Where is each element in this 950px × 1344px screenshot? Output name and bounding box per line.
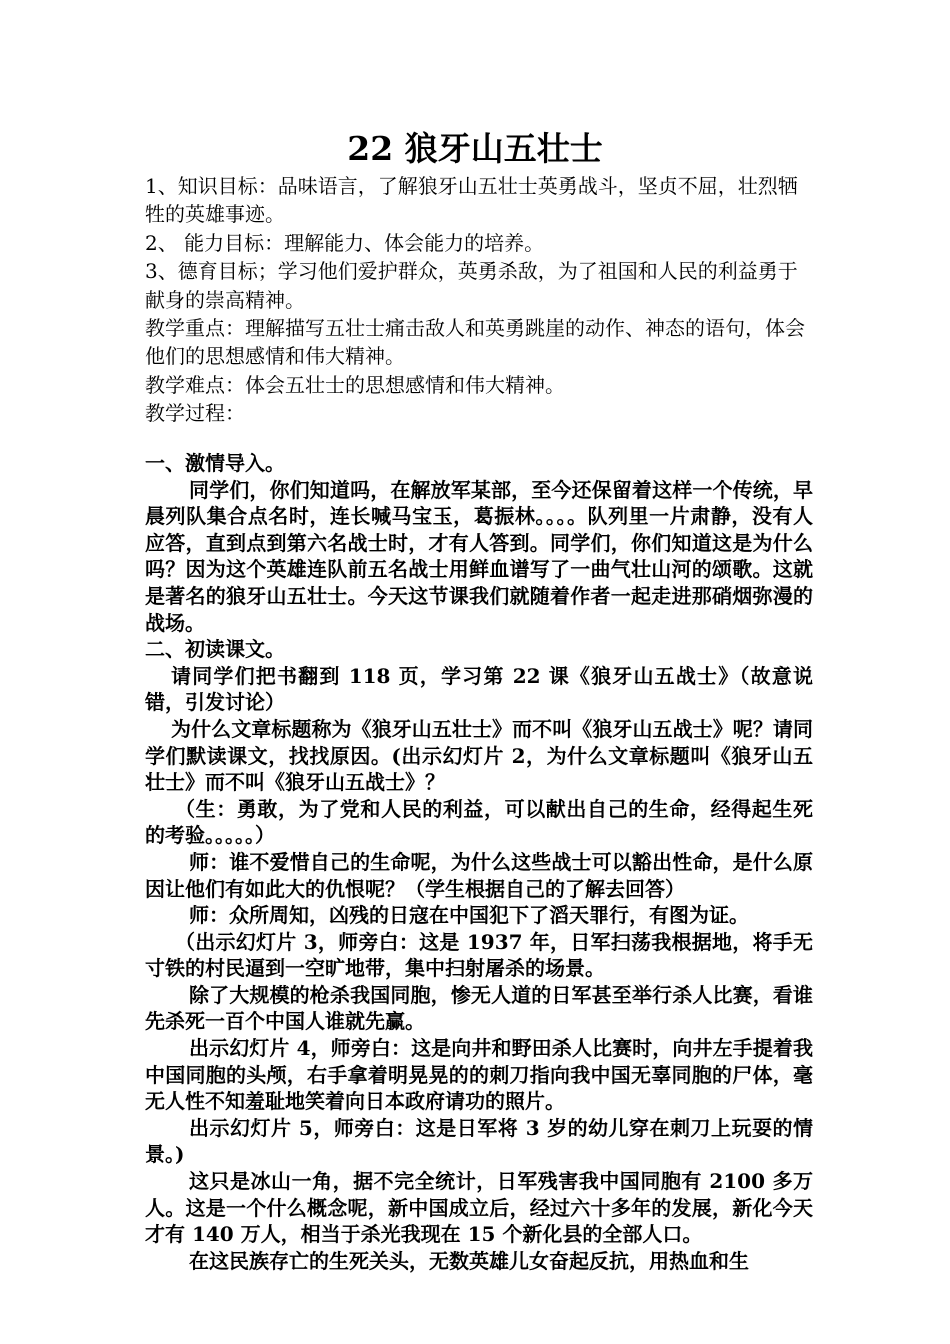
objectives-block — [145, 172, 813, 428]
teaching-difficulty: 教学难点：体会五壮士的思想感情和伟大精神。 — [145, 372, 565, 397]
paragraph: 除了大规模的枪杀我国同胞，惨无人道的日军甚至举行杀人比赛，看谁先杀死一百个中国人谁就先赢。 — [145, 982, 813, 1034]
paragraph: 同学们，你们知道吗，在解放军某部，至今还保留着这样一个传统，早晨列队集合点名时，连长喊马宝玉，葛振林。。。。队列里一片肃静，没有人应答，直到点到第六名战士时，才有人答到。同学们，你们知道这是为什么吗？因为这个英雄连队前五名战士用鲜血谱写了一曲气壮山河的颂歌。这就是著名的狼牙山五壮士。今天这节课我们就随着作者一起走进那硝烟弥漫的战场。 — [145, 477, 813, 635]
lesson-body — [145, 450, 813, 1274]
paragraph: 师：谁不爱惜自己的生命呢，为什么这些战士可以豁出性命，是什么原因让他们有如此大的仇恨呢？（学生根据自己的了解去回答） — [145, 849, 813, 901]
document-title: 22 狼牙山五壮士 — [347, 129, 603, 168]
paragraph: 师：众所周知，凶残的日寇在中国犯下了滔天罪行，有图为证。 — [189, 903, 749, 928]
section-heading-intro: 一、激情导入。 — [145, 451, 285, 475]
paragraph: 在这民族存亡的生死关头，无数英雄儿女奋起反抗，用热血和生 — [189, 1248, 749, 1273]
paragraph: 这只是冰山一角，据不完全统计，日军残害我中国同胞有 2100 多万人。这是一个什么概念呢，新中国成立后，经过六十多年的发展，新化今天才有 140 万人，相当于杀光我现在 15 个新化县的全部人口。 — [145, 1169, 813, 1247]
knowledge-objective: 1、知识目标：品味语言，了解狼牙山五壮士英勇战斗，坚贞不屈，壮烈牺牲的英雄事迹。 — [145, 174, 798, 227]
paragraph: 出示幻灯片 4，师旁白：这是向井和野田杀人比赛时，向井左手提着我中国同胞的头颅，右手拿着明晃晃的的刺刀指向我中国无辜同胞的尸体，毫无人性不知羞耻地笑着向日本政府请功的照片。 — [145, 1036, 813, 1114]
paragraph: （生：勇敢，为了党和人民的利益，可以献出自己的生命，经得起生死的考验。。。。。） — [145, 796, 813, 848]
paragraph: 为什么文章标题称为《狼牙山五壮士》而不叫《狼牙山五战士》呢？请同学们默读课文，找找原因。(出示幻灯片 2，为什么文章标题叫《狼牙山五壮士》而不叫《狼牙山五战士》？ — [145, 716, 813, 795]
paragraph: （出示幻灯片 3，师旁白：这是 1937 年，日军扫荡我根据地，将手无寸铁的村民逼到一空旷地带，集中扫射屠杀的场景。 — [145, 929, 813, 981]
section-heading-first-reading: 二、初读课文。 — [145, 637, 285, 662]
ability-objective: 2、 能力目标：理解能力、体会能力的培养。 — [145, 230, 545, 255]
teaching-focus: 教学重点：理解描写五壮士痛击敌人和英勇跳崖的动作、神态的语句，体会他们的思想感情和伟大精神。 — [145, 316, 805, 369]
paragraph: 请同学们把书翻到 118 页，学习第 22 课《狼牙山五战士》（故意说错，引发讨论） — [145, 663, 813, 715]
teaching-process-label: 教学过程： — [145, 401, 245, 426]
moral-objective: 3、德育目标；学习他们爱护群众，英勇杀敌，为了祖国和人民的利益勇于献身的崇高精神。 — [145, 259, 798, 312]
paragraph: 出示幻灯片 5，师旁白：这是日军将 3 岁的幼儿穿在刺刀上玩耍的情景。) — [145, 1115, 813, 1167]
